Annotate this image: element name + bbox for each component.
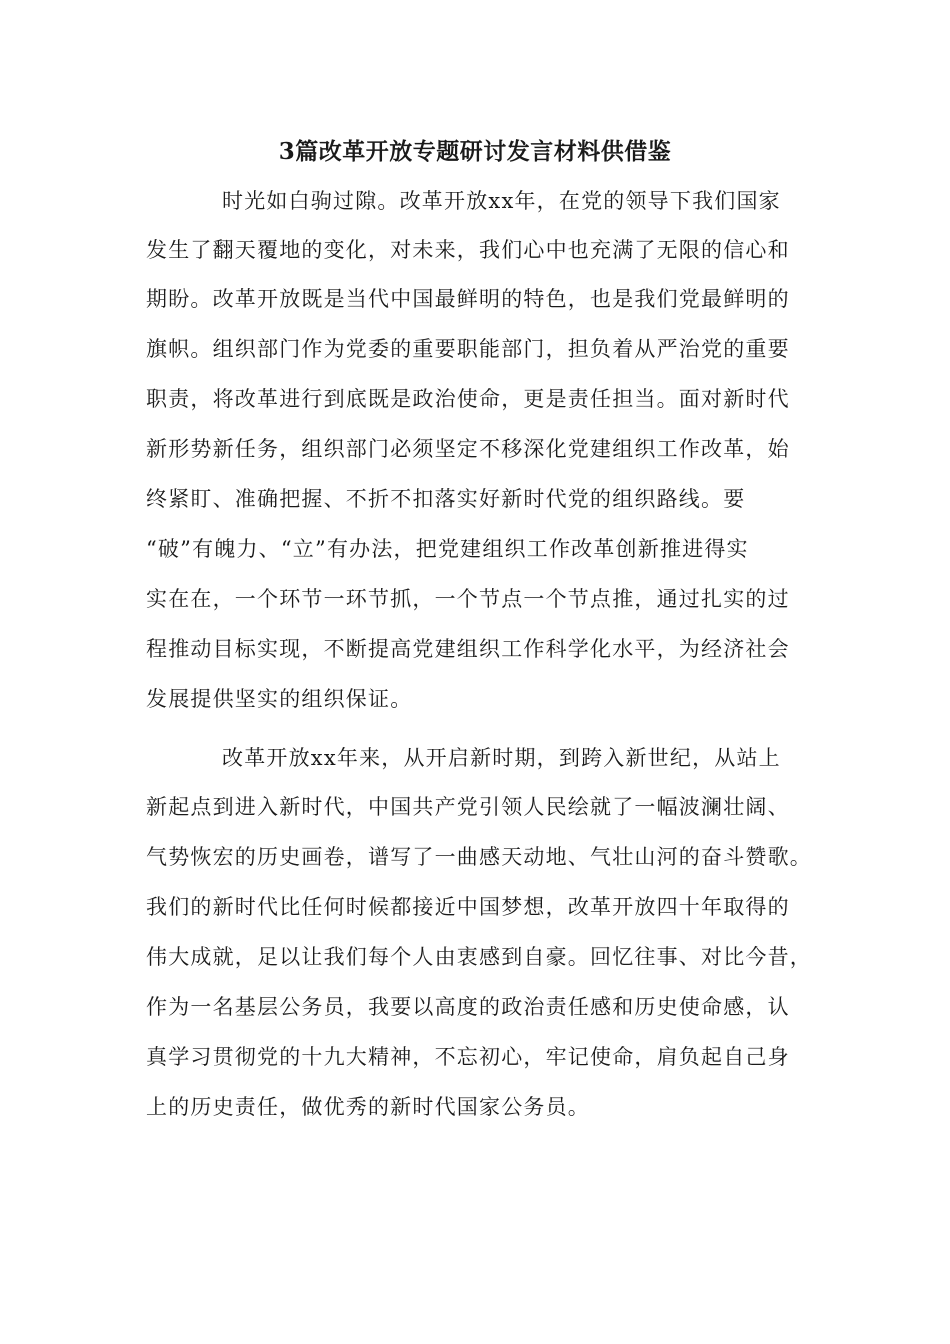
- paragraph-line: “破”有魄力、“立”有办法，把党建组织工作改革创新推进得实: [146, 537, 749, 561]
- paragraph-line: 期盼。改革开放既是当代中国最鲜明的特色，也是我们党最鲜明的: [146, 287, 790, 311]
- paragraph-line: 新形势新任务，组织部门必须坚定不移深化党建组织工作改革，始: [146, 437, 790, 461]
- paragraph-line: 我们的新时代比任何时候都接近中国梦想，改革开放四十年取得的: [146, 895, 790, 919]
- paragraph-line: 新起点到进入新时代，中国共产党引领人民绘就了一幅波澜壮阔、: [146, 795, 790, 819]
- document-title: 3篇改革开放专题研讨发言材料供借鉴: [278, 138, 672, 165]
- paragraph-line: 旗帜。组织部门作为党委的重要职能部门，担负着从严治党的重要: [146, 337, 790, 361]
- paragraph-line: 程推动目标实现，不断提高党建组织工作科学化水平，为经济社会: [146, 637, 790, 661]
- paragraph-line: 上的历史责任，做优秀的新时代国家公务员。: [146, 1095, 590, 1119]
- paragraph-line: 作为一名基层公务员，我要以高度的政治责任感和历史使命感，认: [146, 995, 790, 1019]
- paragraph-line: 气势恢宏的历史画卷，谱写了一曲感天动地、气壮山河的奋斗赞歌。: [146, 845, 812, 869]
- paragraph-line: 真学习贯彻党的十九大精神，不忘初心，牢记使命，肩负起自己身: [146, 1045, 790, 1069]
- paragraph-line: 发生了翻天覆地的变化，对未来，我们心中也充满了无限的信心和: [146, 238, 790, 262]
- paragraph-line: 发展提供坚实的组织保证。: [146, 687, 413, 711]
- paragraph-line: 实在在，一个环节一环节抓，一个节点一个节点推，通过扎实的过: [146, 587, 790, 611]
- paragraph-line: 伟大成就，足以让我们每个人由衷感到自豪。回忆往事、对比今昔，: [146, 945, 812, 969]
- paragraph-line: 改革开放xx年来，从开启新时期，到跨入新世纪，从站上: [222, 746, 781, 770]
- paragraph-line: 终紧盯、准确把握、不折不扣落实好新时代党的组织路线。要: [146, 487, 746, 511]
- paragraph-line: 时光如白驹过隙。改革开放xx年，在党的领导下我们国家: [222, 189, 781, 213]
- paragraph-line: 职责，将改革进行到底既是政治使命，更是责任担当。面对新时代: [146, 387, 790, 411]
